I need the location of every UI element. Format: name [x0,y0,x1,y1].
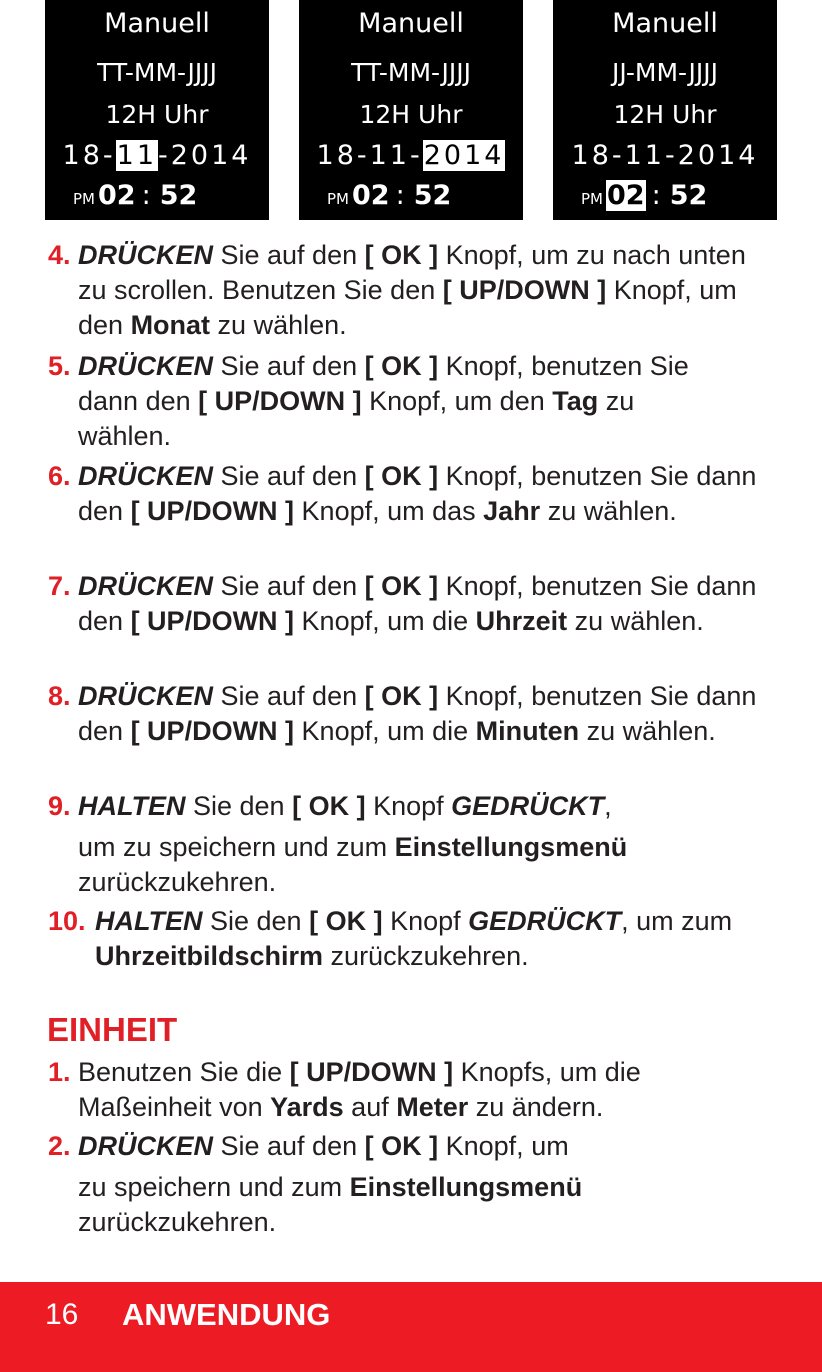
page-footer [0,1282,822,1372]
step-text: HALTEN Sie den [ OK ] Knopf GEDRÜCKT, um zum Uhrzeitbildschirm zurückzukehren. [95,906,733,971]
step-number: 7. [48,571,71,601]
step-number: 10. [48,906,86,936]
step-number: 1. [48,1057,71,1087]
step-text: HALTEN Sie den [ OK ] Knopf GEDRÜCKT, um zu speichern und zum Einstellungsmenü zurückzukehren. [78,791,628,897]
step-text: DRÜCKEN Sie auf den [ OK ] Knopf, benutzen Sie dann den [ UP/DOWN ] Knopf, um die Uhrzeit zu wählen. [78,571,757,636]
screen-time: PM 02 : 52 [73,180,198,211]
screen-mode: Manuell [612,8,718,39]
screen-mode: Manuell [358,8,464,39]
step-number: 8. [48,681,71,711]
page-number: 16 [45,1298,79,1331]
screen-clock-mode: 12H Uhr [613,100,717,129]
step-number: 5. [48,351,71,381]
highlighted-field: 02 [607,180,645,211]
step-number: 2. [48,1131,71,1161]
highlighted-field: 2014 [423,140,505,171]
device-screen-year [299,0,523,220]
section-title: ANWENDUNG [122,1297,331,1332]
device-screens [0,0,822,220]
step-number: 6. [48,461,71,491]
section-heading-einheit: EINHEIT [47,1011,178,1048]
screen-date-format: TT-MM-JJJJ [351,58,471,87]
screen-time: PM 02 : 52 [327,180,452,211]
screen-date: 18-11-2014 [62,140,252,171]
highlighted-field: 11 [116,140,157,171]
step-text: DRÜCKEN Sie auf den [ OK ] Knopf, benutzen Sie dann den [ UP/DOWN ] Knopf, um die Minuten zu wählen. [78,681,757,746]
screen-clock-mode: 12H Uhr [359,100,463,129]
step-text: DRÜCKEN Sie auf den [ OK ] Knopf, um zu nach unten zu scrollen. Benutzen Sie den [ UP/DOWN ] Knopf, um den Monat zu wählen. [78,240,746,340]
screen-mode: Manuell [104,8,210,39]
step-text: Benutzen Sie die [ UP/DOWN ] Knopfs, um die Maßeinheit von Yards auf Meter zu ändern. [78,1057,641,1122]
screen-clock-mode: 12H Uhr [105,100,209,129]
step-text: DRÜCKEN Sie auf den [ OK ] Knopf, um zu speichern und zum Einstellungsmenü zurückzukehren. [78,1131,583,1237]
step-text: DRÜCKEN Sie auf den [ OK ] Knopf, benutzen Sie dann den [ UP/DOWN ] Knopf, um den Tag zu wählen. [78,351,689,451]
step-number: 9. [48,791,71,821]
screen-date-format: TT-MM-JJJJ [97,58,217,87]
screen-date: 18-11-2014 [571,140,759,171]
screen-date-format: JJ-MM-JJJJ [612,58,718,87]
device-screen-day [45,0,269,220]
screen-date: 18-11-2014 [316,140,505,171]
step-text: DRÜCKEN Sie auf den [ OK ] Knopf, benutzen Sie dann den [ UP/DOWN ] Knopf, um das Jahr zu wählen. [78,461,757,526]
step-number: 4. [48,240,71,270]
screen-time: PM 02 : 52 [581,180,708,211]
device-screen-hour [553,0,777,220]
